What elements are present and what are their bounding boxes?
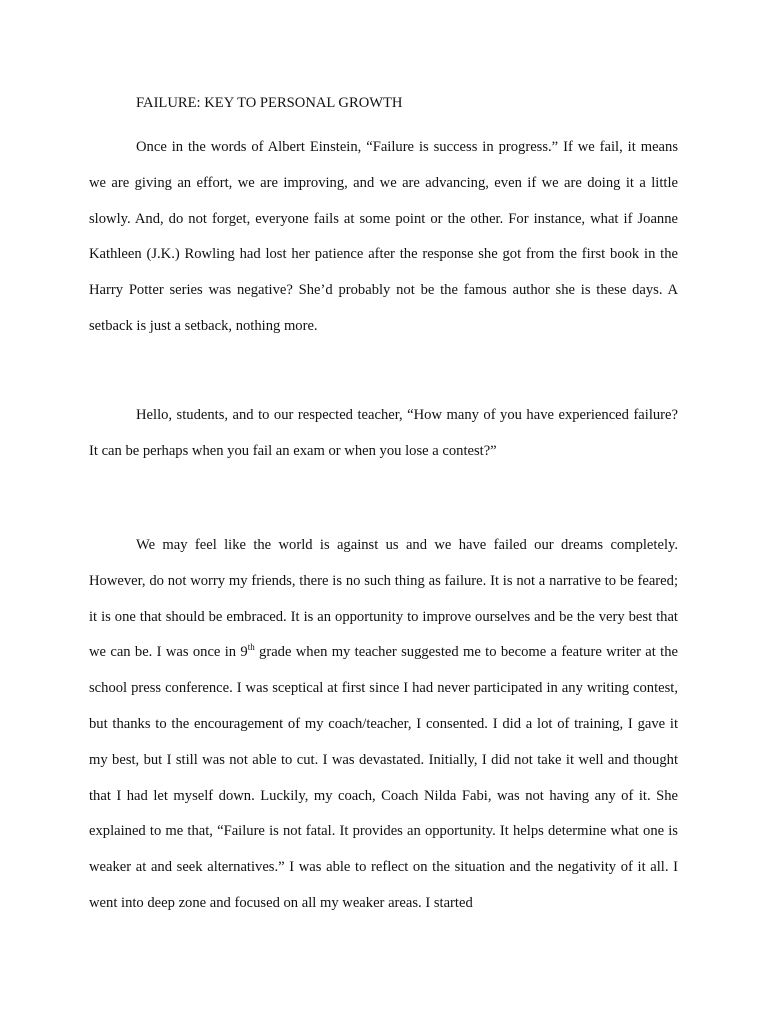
paragraph-personal-story-part1: We may feel like the world is against us and we have failed our dreams completely. However, do not worry my friends, there is no such thing as failure. It is not a narrative to be feared; it is one that should be embraced. It is an opportunity to improve ourselves and be the very best that we can be. I was once in 9 — [89, 537, 678, 661]
paragraph-einstein-quote: Once in the words of Albert Einstein, “Failure is success in progress.” If we fail, it means we are giving an effort, we are improving, and we are advancing, even if we are doing it a little slowly. And, do not forget, everyone fails at some point or the other. For instance, what if Joanne Kathleen (J.K.) Rowling had lost her patience after the response she got from the first book in the Harry Potter series was negative? She’d probably not be the famous author she is these days. A setback is just a setback, nothing more. — [89, 139, 678, 334]
paragraph-personal-story — [89, 528, 678, 920]
document-title: FAILURE: KEY TO PERSONAL GROWTH — [136, 95, 403, 111]
paragraph-greeting: Hello, students, and to our respected teacher, “How many of you have experienced failure? It can be perhaps when you fail an exam or when you lose a contest?” — [89, 407, 678, 459]
paragraph-personal-story-part2: grade when my teacher suggested me to become a feature writer at the school press conference. I was sceptical at first since I had never participated in any writing contest, but thanks to the encouragement of my coach/teacher, I consented. I did a lot of training, I gave it my best, but I still was not able to cut. I was devastated. Initially, I did not take it well and thought that I had let myself down. Luckily, my coach, Coach Nilda Fabi, was not having any of it. She explained to me that, “Failure is not fatal. It provides an opportunity. It helps determine what one is weaker at and seek alternatives.” I was able to reflect on the situation and the negativity of it all. I went into deep zone and focused on all my weaker areas. I started — [89, 644, 678, 911]
ordinal-superscript: th — [247, 642, 255, 653]
